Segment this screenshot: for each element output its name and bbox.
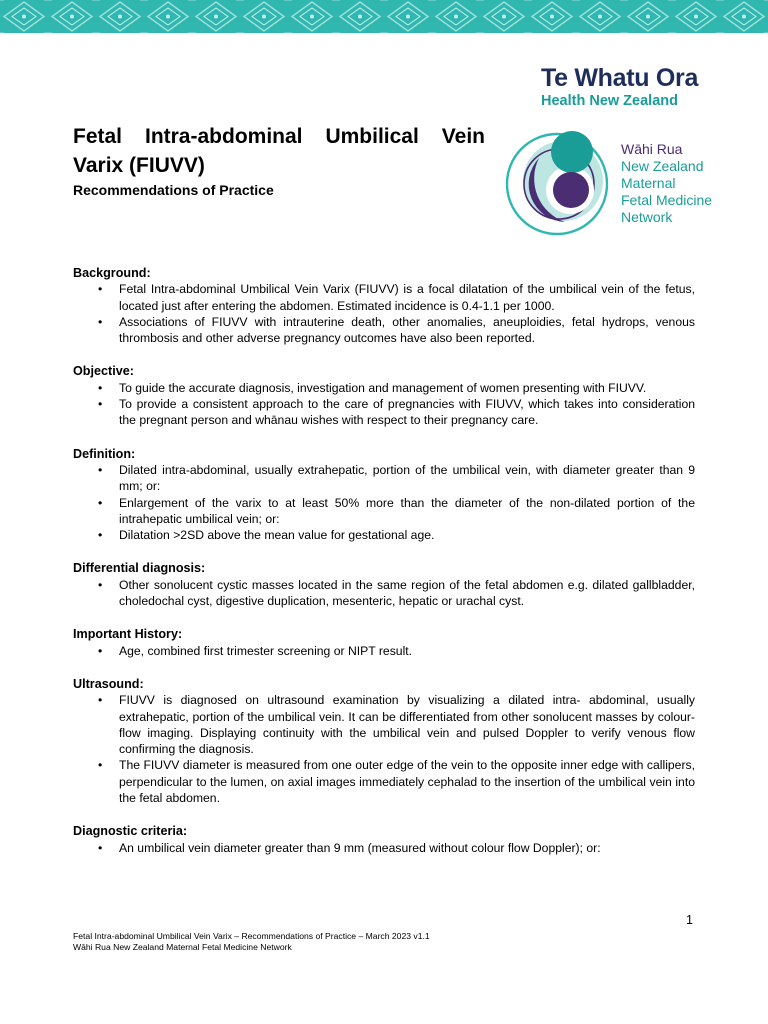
section-ultrasound (73, 676, 695, 806)
bullet-list (73, 840, 695, 856)
list-item: • FIUVV is diagnosed on ultrasound examination by visualizing a dilated intra- abdominal, usually extrahepatic, portion of the umbilical vein. It can be differentiated from other sonolucent masses by colour-flow imaging. Displaying continuity with the umbilical vein and pulsed Doppler to verify venous flow confirming the diagnosis. (119, 692, 695, 757)
section-important-history (73, 626, 695, 659)
section-heading: Objective: (73, 364, 134, 379)
section-heading: Ultrasound: (73, 676, 144, 691)
section-heading: Important History: (73, 627, 183, 642)
list-item: • Other sonolucent cystic masses located in the same region of the fetal abdomen e.g. dilated gallbladder, choledochal cyst, digestive duplication, mesenteric, hepatic or urachal cyst. (119, 577, 695, 610)
footer-line: Fetal Intra-abdominal Umbilical Vein Varix – Recommendations of Practice – March 2023 v1.1 (73, 931, 430, 941)
pattern-icon (0, 0, 768, 33)
footer-line: Wāhi Rua New Zealand Maternal Fetal Medicine Network (73, 942, 292, 952)
document-subtitle: Recommendations of Practice (73, 182, 274, 198)
org-subname: Health New Zealand (541, 93, 678, 109)
section-heading: Diagnostic criteria: (73, 824, 188, 839)
network-line: Network (621, 209, 673, 225)
list-item: • Fetal Intra-abdominal Umbilical Vein Varix (FIUVV) is a focal dilatation of the umbilical vein of the fetus, located just after entering the abdomen. Estimated incidence is 0.4-1.1 per 1000. (119, 281, 695, 314)
list-item: • Age, combined first trimester screening or NIPT result. (119, 643, 695, 659)
bullet-list (73, 462, 695, 543)
bullet-list (73, 692, 695, 806)
network-line: New Zealand (621, 158, 704, 174)
list-item: • Enlargement of the varix to at least 50% more than the diameter of the non-dilated portion of the intrahepatic umbilical vein; or: (119, 495, 695, 528)
header-pattern-banner (0, 0, 768, 33)
list-item: • Dilated intra-abdominal, usually extrahepatic, portion of the umbilical vein, with diameter greater than 9 mm; or: (119, 462, 695, 495)
bullet-list (73, 643, 695, 659)
page-number: 1 (686, 913, 693, 927)
section-heading: Background: (73, 266, 151, 280)
network-line: Maternal (621, 175, 676, 191)
org-name: Te Whatu Ora (541, 64, 699, 92)
network-name (621, 141, 712, 226)
section-background (73, 265, 695, 346)
section-heading: Differential diagnosis: (73, 561, 206, 576)
network-line: Wāhi Rua (621, 141, 683, 157)
section-differential-diagnosis (73, 560, 695, 609)
document-title: Fetal Intra-abdominal Umbilical Vein Varix (FIUVV) (73, 125, 485, 177)
list-item: • An umbilical vein diameter greater than 9 mm (measured without colour flow Doppler); or: (119, 840, 695, 856)
bullet-list (73, 577, 695, 610)
network-line: Fetal Medicine (621, 192, 713, 208)
section-objective (73, 363, 695, 428)
bullet-list (73, 380, 695, 429)
list-item: • Associations of FIUVV with intrauterine death, other anomalies, aneuploidies, fetal hydrops, venous thrombosis and other adverse pregnancy outcomes have also been reported. (119, 314, 695, 347)
bullet-list (73, 281, 695, 346)
section-heading: Definition: (73, 446, 136, 461)
list-item: • To provide a consistent approach to the care of pregnancies with FIUVV, which takes into consideration the pregnant person and whānau wishes with respect to their pregnancy care. (119, 396, 695, 429)
document-body (73, 265, 695, 873)
network-logo-icon (503, 128, 615, 238)
section-definition (73, 446, 695, 544)
org-logo (541, 64, 741, 110)
page-footer (73, 931, 430, 953)
list-item: • To guide the accurate diagnosis, investigation and management of women presenting with FIUVV. (119, 380, 695, 396)
list-item: • The FIUVV diameter is measured from one outer edge of the vein to the opposite inner edge with callipers, perpendicular to the lumen, on axial images immediately cephalad to the insertion of the umbilical vein into the fetal abdomen. (119, 757, 695, 806)
section-diagnostic-criteria (73, 823, 695, 856)
list-item: • Dilatation >2SD above the mean value for gestational age. (119, 527, 695, 543)
